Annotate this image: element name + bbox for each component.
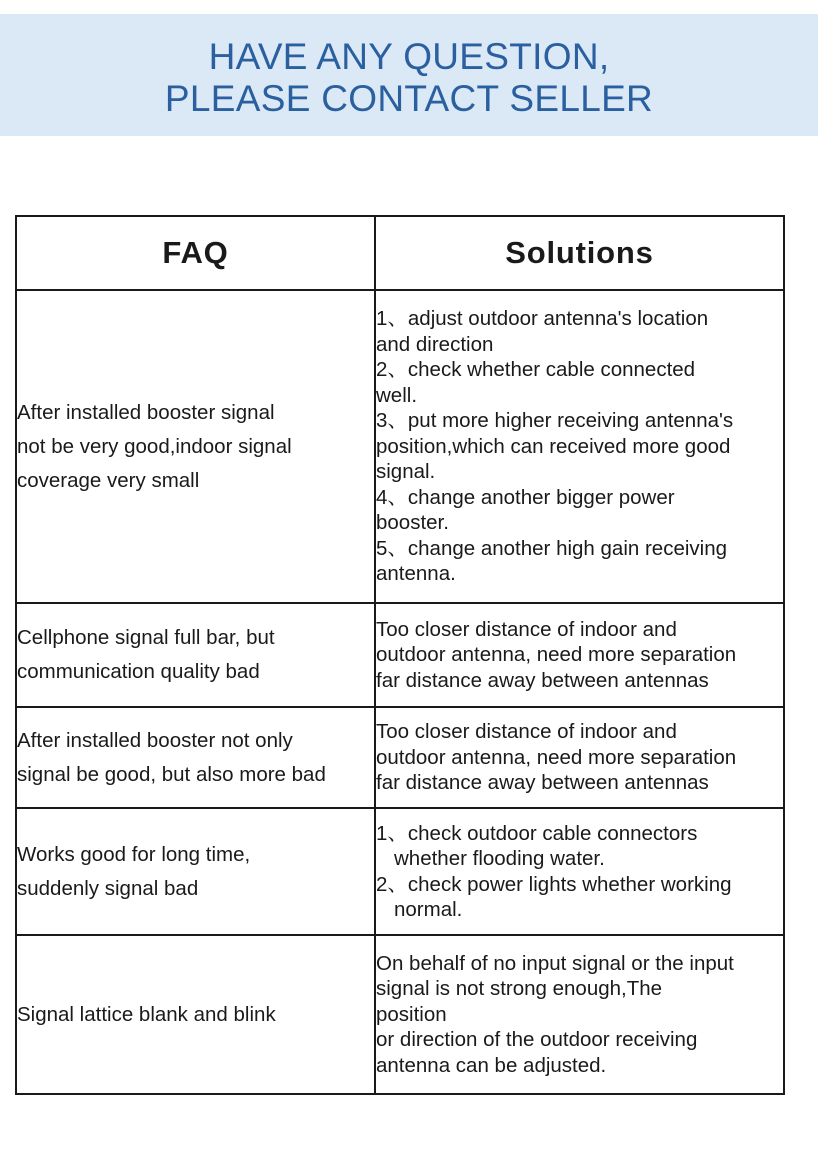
solution-line: signal. [376, 460, 436, 484]
solution-line: antenna. [376, 562, 456, 586]
solution-line: Too closer distance of indoor and [376, 617, 677, 641]
solution-line: far distance away between antennas [376, 668, 709, 692]
solution-line: well. [376, 383, 418, 407]
solution-line: outdoor antenna, need more separation [376, 745, 737, 769]
question-line: Cellphone signal full bar, but [17, 626, 275, 649]
table-row [16, 935, 784, 1094]
solution-line: 5、change another high gain receiving [376, 536, 728, 560]
faq-question-cell [16, 603, 375, 707]
faq-question-cell [16, 935, 375, 1094]
faq-table [15, 215, 785, 1095]
faq-column-header: FAQ [16, 216, 375, 290]
solution-line: position,which can received more good [376, 434, 731, 458]
solution-line: 1、check outdoor cable connectors [376, 821, 698, 845]
solution-line: position [376, 1002, 447, 1026]
solution-line: outdoor antenna, need more separation [376, 643, 737, 667]
table-row [16, 290, 784, 603]
solution-line: whether flooding water. [394, 847, 605, 870]
question-line: suddenly signal bad [17, 876, 199, 900]
solution-line: antenna can be adjusted. [376, 1053, 607, 1077]
solution-cell [375, 707, 784, 808]
table-row [16, 808, 784, 935]
question-line: coverage very small [17, 468, 200, 492]
solution-line: 2、check whether cable connected [376, 358, 696, 382]
solution-line: On behalf of no input signal or the input [376, 951, 734, 975]
banner-title-line-2: PLEASE CONTACT SELLER [164, 78, 654, 119]
solution-line: 3、put more higher receiving antenna's [376, 409, 734, 433]
solution-line: and direction [376, 332, 494, 356]
contact-banner [0, 14, 818, 136]
faq-question-cell [16, 808, 375, 935]
solution-line: normal. [394, 898, 463, 921]
table-header-row [16, 216, 784, 290]
solution-line: 4、change another bigger power [376, 485, 675, 509]
solution-line: or direction of the outdoor receiving [376, 1028, 698, 1052]
question-line: communication quality bad [17, 660, 260, 683]
question-line: After installed booster not only [17, 728, 293, 752]
solutions-column-header: Solutions [375, 216, 784, 290]
banner-title-line-1: HAVE ANY QUESTION, [208, 36, 610, 77]
solution-line: booster. [376, 511, 449, 535]
solution-cell [375, 603, 784, 707]
solution-line: 1、adjust outdoor antenna's location [376, 307, 709, 331]
solution-cell [375, 290, 784, 603]
question-line: Works good for long time, [17, 842, 251, 866]
solution-line: far distance away between antennas [376, 771, 709, 795]
question-line: After installed booster signal [17, 400, 275, 424]
table-row [16, 707, 784, 808]
table-row [16, 603, 784, 707]
question-line: signal be good, but also more bad [17, 762, 326, 786]
faq-question-cell [16, 290, 375, 603]
solution-cell [375, 808, 784, 935]
solution-cell [375, 935, 784, 1094]
solution-line: 2、check power lights whether working [376, 872, 732, 896]
faq-question-cell [16, 707, 375, 808]
question-line: not be very good,indoor signal [17, 434, 292, 458]
question-line: Signal lattice blank and blink [17, 1002, 276, 1026]
solution-line: Too closer distance of indoor and [376, 720, 677, 744]
solution-line: signal is not strong enough,The [376, 977, 663, 1001]
